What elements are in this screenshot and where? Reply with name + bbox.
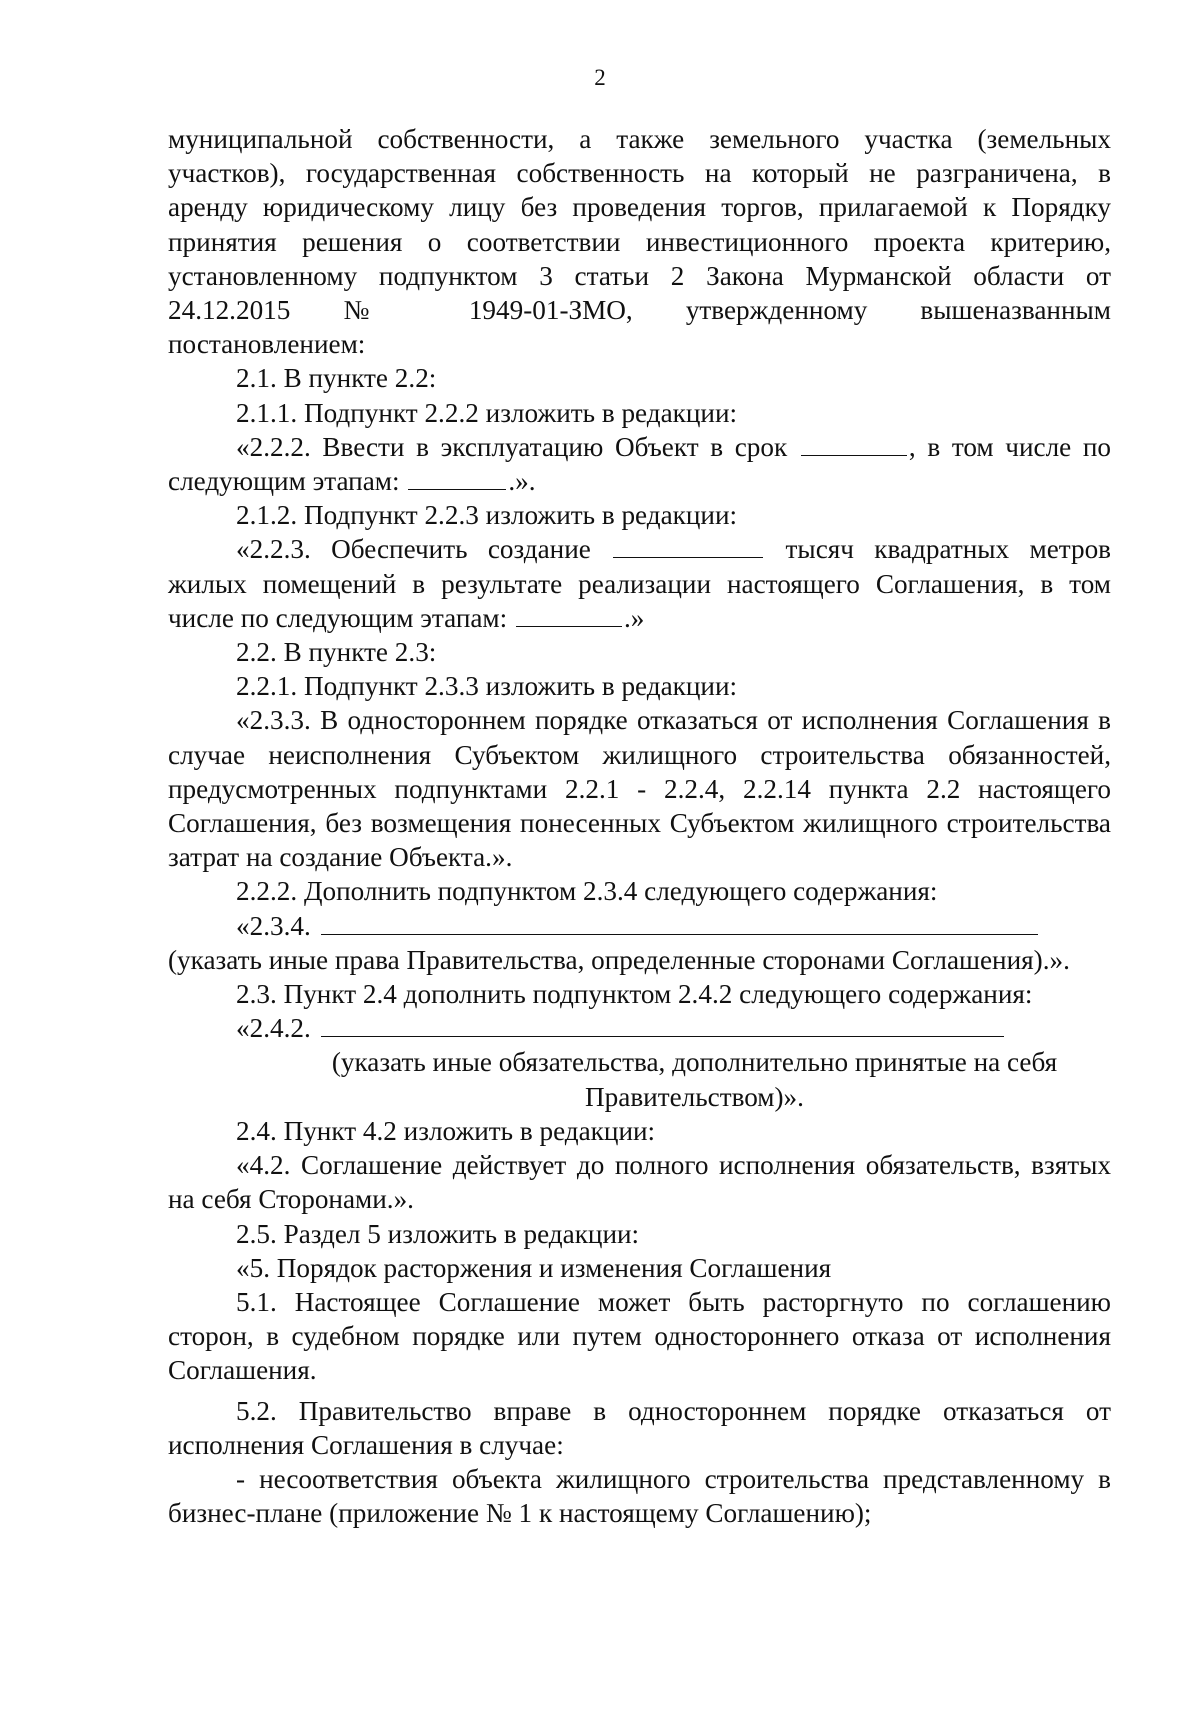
text-segment: .» — [624, 602, 645, 633]
fill-in-line — [321, 914, 1038, 935]
text-segment: .». — [508, 466, 536, 497]
paragraph-2-2-3-cont — [168, 601, 1111, 635]
fill-in-blank — [801, 433, 907, 456]
paragraph-2-2-1: 2.2.1. Подпункт 2.3.3 изложить в редакции: — [236, 671, 738, 702]
paragraph-2-4: 2.4. Пункт 4.2 изложить в редакции: — [236, 1115, 656, 1146]
text-line: муниципальной собственности, а также земельного участка (земельных — [168, 124, 1111, 154]
note-2-4-2-line-1: (указать иные обязательства, дополнительно принятые на себя — [331, 1047, 1058, 1078]
paragraph-2-4-2 — [168, 1011, 1004, 1045]
text-line: постановлением: — [168, 329, 366, 360]
paragraph-2-3-4 — [168, 909, 1038, 943]
fill-in-blank — [408, 467, 506, 490]
paragraph-5-2: 5.2. Правительство вправе в одностороннем порядке отказаться от исполнения Соглашения в случае: — [168, 1395, 1111, 1460]
paragraph-2-1-1: 2.1.1. Подпункт 2.2.2 изложить в редакции: — [236, 397, 738, 428]
note-2-4-2-line-2: Правительством)». — [585, 1081, 804, 1112]
paragraph-2-2-2: 2.2.2. Дополнить подпунктом 2.3.4 следующего содержания: — [236, 876, 938, 907]
text-segment: следующим этапам: — [168, 466, 400, 497]
fill-in-blank — [613, 535, 763, 558]
text-line: установленному подпунктом 3 статьи 2 Закона Мурманской области от — [168, 260, 1111, 291]
text-segment: «2.2.3. Обеспечить создание — [236, 534, 591, 565]
paragraph-2-3-3: «2.3.3. В одностороннем порядке отказаться от исполнения Соглашения в случае неисполнения Субъектом жилищного строительства обязанностей, предусмотренных подпунктами 2.2.1 - 2.2.4, 2.2.14 пункта 2.2 настоящего Соглашения, без возмещения понесенных Субъектом жилищного строительства затрат на создание Объекта.». — [168, 705, 1111, 873]
note-2-3-4: (указать иные права Правительства, определенные сторонами Соглашения).». — [168, 944, 1070, 975]
text-segment: «2.3.4. — [236, 910, 311, 941]
paragraph-5-1: 5.1. Настоящее Соглашение может быть расторгнуто по соглашению сторон, в судебном порядке или путем одностороннего отказа от исполнения Соглашения. — [168, 1286, 1111, 1386]
paragraph-2-2: 2.2. В пункте 2.3: — [236, 637, 437, 668]
paragraph-2-2-2-cont — [168, 464, 1111, 498]
paragraph-4-2: «4.2. Соглашение действует до полного исполнения обязательств, взятых на себя Сторонами.». — [168, 1150, 1111, 1215]
text-line: аренду юридическому лицу без проведения торгов, прилагаемой к Порядку — [168, 192, 1111, 223]
text-line: 24.12.2015 № 1949-01-ЗМО, утвержденному вышеназванным — [168, 295, 1111, 326]
paragraph-2-3: 2.3. Пункт 2.4 дополнить подпунктом 2.4.2 следующего содержания: — [236, 979, 1033, 1010]
paragraph-2-5: 2.5. Раздел 5 изложить в редакции: — [236, 1218, 640, 1249]
text-line: участков), государственная собственность на который не разграничена, в — [168, 158, 1111, 189]
fill-in-line — [321, 1016, 1004, 1037]
text-segment: «2.2.2. Ввести в эксплуатацию Объект в срок — [236, 431, 788, 462]
section-5-title: «5. Порядок расторжения и изменения Соглашения — [236, 1252, 832, 1283]
list-item: - несоответствия объекта жилищного строительства представленному в бизнес-плане (приложение № 1 к настоящему Соглашению); — [168, 1463, 1111, 1529]
paragraph-2-2-2 — [168, 430, 1111, 464]
paragraph-2-1: 2.1. В пункте 2.2: — [236, 363, 437, 394]
text-segment: тысяч квадратных метров — [785, 534, 1111, 565]
text-segment: , в том числе по — [908, 431, 1111, 462]
paragraph-2-1-2: 2.1.2. Подпункт 2.2.3 изложить в редакции: — [236, 500, 738, 531]
text-segment: «2.4.2. — [236, 1013, 311, 1044]
text-line: принятия решения о соответствии инвестиционного проекта критерию, — [168, 226, 1111, 257]
text-line: жилых помещений в результате реализации настоящего Соглашения, в том — [168, 568, 1111, 599]
paragraph-2-2-3 — [168, 532, 1111, 566]
document-body — [168, 122, 1111, 1530]
fill-in-blank — [516, 604, 622, 627]
text-segment: числе по следующим этапам: — [168, 602, 508, 633]
page-number: 2 — [594, 65, 606, 90]
